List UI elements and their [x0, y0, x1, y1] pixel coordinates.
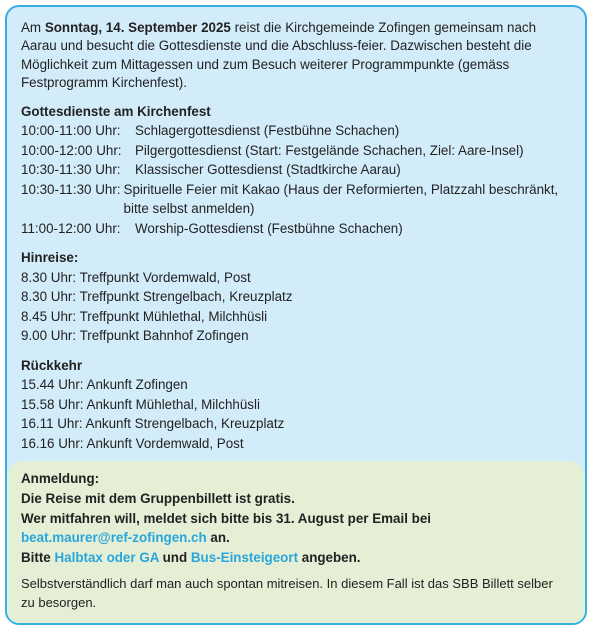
service-time: 10:30-11:30 Uhr:: [21, 162, 121, 178]
email-suffix: an.: [206, 530, 230, 546]
service-text: Spirituelle Feier mit Kakao (Haus der Reformierten, Platzzahl beschränkt, bitte selbst anmelden): [123, 181, 559, 217]
return-time: 15.58 Uhr:: [21, 396, 84, 412]
info-prefix: Bitte: [21, 550, 55, 566]
outbound-time: 8.30 Uhr:: [21, 289, 77, 305]
services-list: [21, 121, 571, 238]
return-text: Ankunft Mühlethal, Milchhüsli: [86, 396, 260, 412]
service-text: Pilgergottesdienst (Start: Festgelände Schachen, Ziel: Aare-Insel): [135, 142, 524, 158]
service-text: Schlagergottesdienst (Festbühne Schachen): [135, 123, 400, 139]
outbound-item: [21, 326, 571, 346]
service-text: Worship-Gottesdienst (Festbühne Schachen): [135, 220, 403, 236]
outbound-time: 8.30 Uhr:: [21, 269, 77, 285]
outbound-list: [21, 268, 571, 346]
service-time: 10:30-11:30 Uhr:: [21, 181, 121, 197]
return-item: [21, 375, 571, 395]
return-list: [21, 375, 571, 453]
service-time: 10:00-12:00 Uhr:: [21, 142, 122, 158]
service-item: [21, 160, 571, 180]
registration-free-notice: Die Reise mit dem Gruppenbillett ist gratis.: [21, 490, 295, 506]
service-item: [21, 121, 571, 141]
schedule-section: [7, 7, 585, 453]
intro-prefix: Am: [21, 20, 45, 35]
outbound-item: [21, 307, 571, 327]
outbound-item: [21, 268, 571, 288]
return-time: 16.11 Uhr:: [21, 416, 83, 432]
return-time: 15.44 Uhr:: [21, 377, 84, 393]
service-item: [21, 180, 571, 219]
registration-deadline: Wer mitfahren will, meldet sich bitte bis 31. August per Email bei: [21, 510, 431, 526]
info-mid: und: [158, 550, 191, 566]
services-heading: Gottesdienste am Kirchenfest: [21, 104, 211, 120]
outbound-heading: Hinreise:: [21, 250, 79, 266]
registration-section: [7, 461, 585, 623]
service-time: 10:00-11:00 Uhr:: [21, 123, 121, 139]
service-item: [21, 219, 571, 239]
registration-email-line: [21, 528, 571, 548]
spontaneous-note: Selbstverständlich darf man auch spontan mitreisen. In diesem Fall ist das SBB Billett selber zu besorgen.: [21, 575, 553, 611]
halbtax-highlight: Halbtax oder GA: [54, 550, 159, 566]
intro-paragraph: [21, 19, 541, 92]
return-item: [21, 414, 571, 434]
registration-info-line: [21, 548, 571, 568]
return-item: [21, 434, 571, 454]
outbound-text: Treffpunkt Mühlethal, Milchhüsli: [79, 308, 268, 324]
return-text: Ankunft Vordemwald, Post: [86, 435, 244, 451]
bus-stop-highlight: Bus-Einsteigeort: [190, 550, 299, 566]
service-time: 11:00-12:00 Uhr:: [21, 220, 121, 236]
info-card: [5, 5, 587, 625]
info-suffix: angeben.: [298, 550, 361, 566]
email-link[interactable]: beat.maurer@ref-zofingen.ch: [21, 530, 207, 546]
return-item: [21, 395, 571, 415]
outbound-text: Treffpunkt Vordemwald, Post: [79, 269, 251, 285]
outbound-time: 9.00 Uhr:: [21, 328, 77, 344]
outbound-item: [21, 287, 571, 307]
service-text: Klassischer Gottesdienst (Stadtkirche Aarau): [135, 162, 401, 178]
return-time: 16.16 Uhr:: [21, 435, 84, 451]
return-heading: Rückkehr: [21, 357, 83, 373]
return-text: Ankunft Zofingen: [86, 377, 188, 393]
outbound-text: Treffpunkt Bahnhof Zofingen: [79, 328, 249, 344]
service-item: [21, 141, 571, 161]
intro-text: reist die Kirchgemeinde Zofingen gemeinsam nach Aarau und besucht die Gottesdienste und die Abschluss-feier. Dazwischen besteht die Möglichkeit zum Mittagessen und zum Besuch weiterer Programmpunkte (gemäss Festprogramm Kirchenfest).: [21, 20, 537, 90]
registration-heading: Anmeldung:: [21, 471, 100, 486]
outbound-time: 8.45 Uhr:: [21, 308, 77, 324]
outbound-text: Treffpunkt Strengelbach, Kreuzplatz: [79, 289, 293, 305]
event-date: Sonntag, 14. September 2025: [44, 20, 231, 35]
return-text: Ankunft Strengelbach, Kreuzplatz: [85, 416, 285, 432]
